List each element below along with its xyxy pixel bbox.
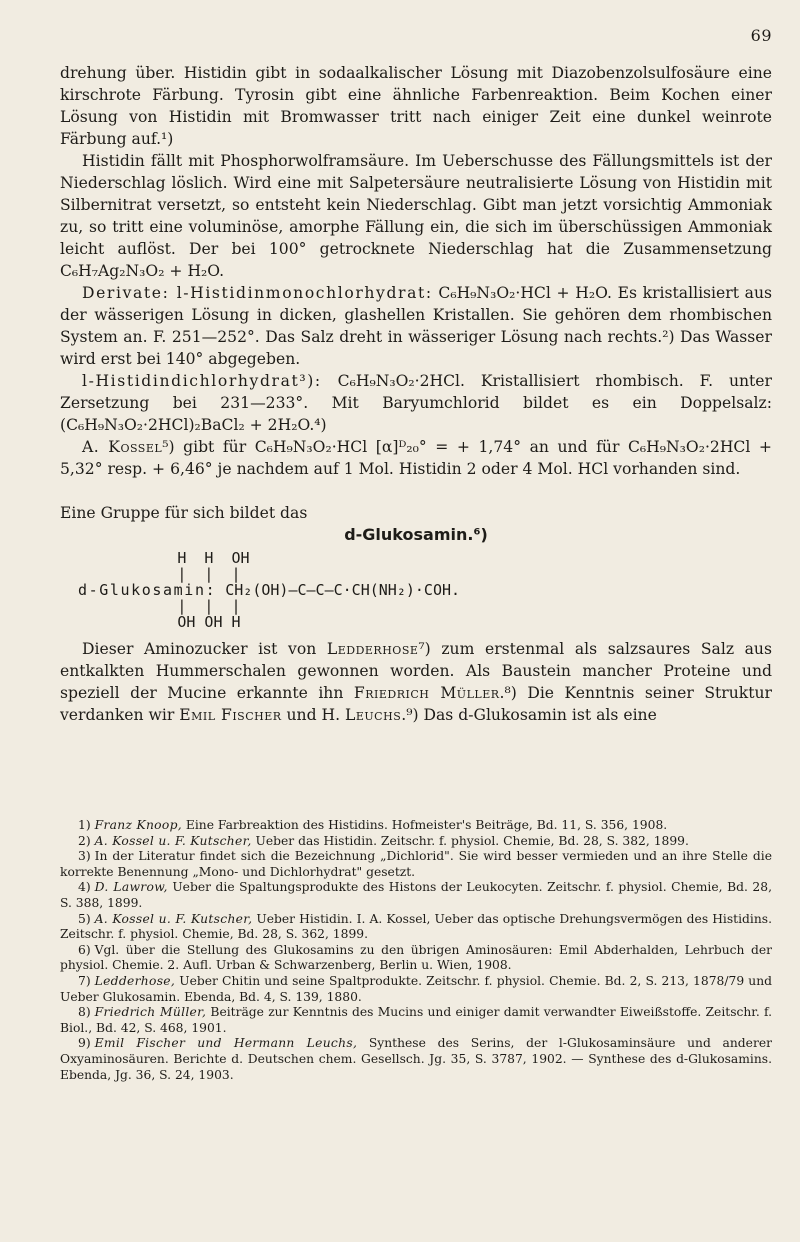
footnotes bbox=[60, 818, 772, 1083]
formula-label: d-Glukosamin: bbox=[78, 581, 217, 599]
author-fischer: Emil Fischer bbox=[179, 706, 282, 724]
footnote bbox=[60, 943, 772, 974]
footnote-number: 8) bbox=[78, 1005, 91, 1020]
paragraph-dichlorhydrat bbox=[60, 370, 772, 436]
formula-top-row: H H OH bbox=[78, 549, 250, 567]
footnote bbox=[60, 912, 772, 943]
text-fragment: .⁸) Die Kenntnis seiner Struktur verdanken wir bbox=[60, 684, 772, 724]
text-fragment: ⁷) zum erstenmal als salzsaures Salz aus entkalkten Hummerschalen gewonnen worden. Als Baustein mancher Proteine und speziell der Mucine erkannte ihn bbox=[60, 640, 772, 702]
footnote bbox=[60, 880, 772, 911]
footnote-author: Franz Knoop, bbox=[94, 818, 182, 832]
footnote-number: 9) bbox=[78, 1036, 91, 1051]
footnote-number: 5) bbox=[78, 911, 91, 926]
footnote-text: Ueber die Spaltungsprodukte des Histons der Leukocyten. Zeitschr. f. physiol. Chemie, Bd. 28, S. 388, 1899. bbox=[60, 880, 772, 910]
dichlorhydrat-text: C₆H₉N₃O₂·2HCl. Kristallisiert rhombisch. F. unter Zersetzung bei 231—233°. Mit Baryumchlorid bildet es ein Doppelsalz: (C₆H₉N₃O₂·2HCl)₂BaCl₂ + 2H₂O.⁴) bbox=[60, 372, 772, 434]
footnote bbox=[60, 1036, 772, 1083]
footnote-author: Ledderhose, bbox=[94, 973, 176, 988]
footnote-number: 6) bbox=[78, 942, 91, 957]
paragraph-intro-group: Eine Gruppe für sich bildet das bbox=[60, 504, 308, 522]
footnote-text: Vgl. über die Stellung des Glukosamins zu den übrigen Aminosäuren: Emil Abderhalden, Lehrbuch der physiol. Chemie. 2. Aufl. Urban & Schwarzenberg, Berlin u. Wien, 1908. bbox=[60, 942, 772, 973]
footnote-number: 3) bbox=[78, 849, 91, 864]
footnote-text: Eine Farbreaktion des Histidins. Hofmeister's Beiträge, Bd. 11, S. 356, 1908. bbox=[181, 818, 668, 832]
text-fragment: und H. bbox=[281, 706, 346, 724]
author-mueller: Friedrich Müller bbox=[353, 684, 500, 702]
footnote bbox=[60, 849, 772, 880]
footnote-author: A. Kossel u. F. Kutscher, bbox=[94, 911, 253, 926]
formula-bottom-row: OH OH H bbox=[78, 613, 241, 631]
footnote-text: Beiträge zur Kenntnis des Mucins und einiger damit verwandter Eiweißstoffe. Zeitschr. f. Biol., Bd. 42, S. 468, 1901. bbox=[60, 1005, 773, 1035]
author-kossel: A. Kossel bbox=[82, 438, 163, 456]
footnote-number: 1) bbox=[78, 818, 91, 832]
author-leuchs: Leuchs bbox=[345, 706, 402, 724]
author-ledderhose: Ledderhose bbox=[326, 640, 419, 658]
monochlorhydrat-text: C₆H₉N₃O₂·HCl + H₂O. Es kristallisiert aus der wässerigen Lösung in dicken, glashellen Kristallen. Sie gehören dem rhombischen System an. F. 251—252°. Das Salz dreht in wässeriger Lösung nach rechts.²) Das Wasser wird erst bei 140° abgegeben. bbox=[60, 284, 772, 368]
paragraph-aminozucker bbox=[60, 638, 772, 726]
text-fragment: .⁹) Das d-Glukosamin ist als eine bbox=[401, 706, 657, 724]
footnote bbox=[60, 818, 772, 834]
paragraph-kossel-rotation bbox=[60, 436, 772, 480]
footnote bbox=[60, 974, 772, 1005]
formula-bond-top: | | | bbox=[78, 565, 241, 583]
formula-main-row bbox=[78, 582, 790, 598]
footnote-author: D. Lawrow, bbox=[94, 880, 168, 895]
kossel-text: ⁵) gibt für C₆H₉N₃O₂·HCl [α]ᴰ₂₀° = + 1,74° an und für C₆H₉N₃O₂·2HCl + 5,32° resp. + 6,46° je nachdem auf 1 Mol. Histidin 2 oder 4 Mol. HCl vorhanden sind. bbox=[60, 438, 772, 478]
spacer bbox=[60, 480, 772, 502]
footnote-author: Emil Fischer und Hermann Leuchs, bbox=[94, 1036, 358, 1051]
formula-bond-bottom: | | | bbox=[78, 597, 241, 615]
section-heading: d-Glukosamin.⁶) bbox=[344, 525, 488, 544]
text-fragment: Dieser Aminozucker ist von bbox=[82, 640, 327, 658]
footnote bbox=[60, 1005, 772, 1036]
footnote-text: Ueber Histidin. I. A. Kossel, Ueber das optische Drehungsvermögen des Histidins. Zeitschr. f. physiol. Chemie, Bd. 28, S. 362, 1899. bbox=[60, 911, 772, 942]
page-number: 69 bbox=[750, 26, 772, 45]
derivate-label: Derivate: l-Histidinmonochlorhydrat: bbox=[82, 284, 433, 302]
structural-formula bbox=[78, 550, 790, 630]
footnote-text: In der Literatur findet sich die Bezeichnung „Dichlorid". Sie wird besser vermieden und an ihre Stelle die korrekte Benennung „Mono- und Dichlorhydrat" gesetzt. bbox=[60, 849, 772, 879]
footnote-number: 7) bbox=[78, 973, 91, 988]
footnote-author: A. Kossel u. F. Kutscher, bbox=[94, 833, 252, 848]
footnote-author: Friedrich Müller, bbox=[94, 1005, 207, 1020]
footnote-number: 2) bbox=[78, 833, 91, 848]
paragraph-histidin-reactions: drehung über. Histidin gibt in sodaalkalischer Lösung mit Diazobenzolsulfosäure eine kirschrote Färbung. Tyrosin gibt eine ähnliche Farbenreaktion. Beim Kochen einer Lösung von Histidin mit Bromwasser tritt nach einiger Zeit eine dunkel weinrote Färbung auf.¹) bbox=[60, 64, 772, 148]
dichlorhydrat-label: l-Histidindichlorhydrat³): bbox=[82, 372, 322, 390]
footnote-text: Ueber das Histidin. Zeitschr. f. physiol. Chemie, Bd. 28, S. 382, 1899. bbox=[251, 833, 689, 848]
footnote-number: 4) bbox=[78, 880, 91, 895]
footnote bbox=[60, 834, 772, 850]
footnote-text: Synthese des Serins, der l-Glukosaminsäure und anderer Oxyaminosäuren. Berichte d. Deutschen chem. Gesellsch. Jg. 35, S. 3787, 1902. — Synthese des d-Glukosamins. Ebenda, Jg. 36, S. 24, 1903. bbox=[60, 1036, 772, 1082]
paragraph-histidin-precipitation: Histidin fällt mit Phosphorwolframsäure. Im Ueberschusse des Fällungsmittels ist der Niederschlag löslich. Wird eine mit Salpetersäure neutralisierte Lösung von Histidin mit Silbernitrat versetzt, so entsteht kein Niederschlag. Gibt man jetzt vorsichtig Ammoniak zu, so tritt eine voluminöse, amorphe Fällung ein, die sich im überschüssigen Ammoniak leicht auflöst. Der bei 100° getrocknete Niederschlag hat die Zusammensetzung C₆H₇Ag₂N₃O₂ + H₂O. bbox=[60, 152, 772, 280]
footnote-text: Ueber Chitin und seine Spaltprodukte. Zeitschr. f. physiol. Chemie. Bd. 2, S. 213, 1878/79 und Ueber Glukosamin. Ebenda, Bd. 4, S. 139, 1880. bbox=[60, 973, 772, 1004]
paragraph-monochlorhydrat bbox=[60, 282, 772, 370]
main-text bbox=[60, 62, 772, 726]
formula-chain: CH₂(OH)—C—C—C·CH(NH₂)·COH. bbox=[216, 581, 461, 599]
